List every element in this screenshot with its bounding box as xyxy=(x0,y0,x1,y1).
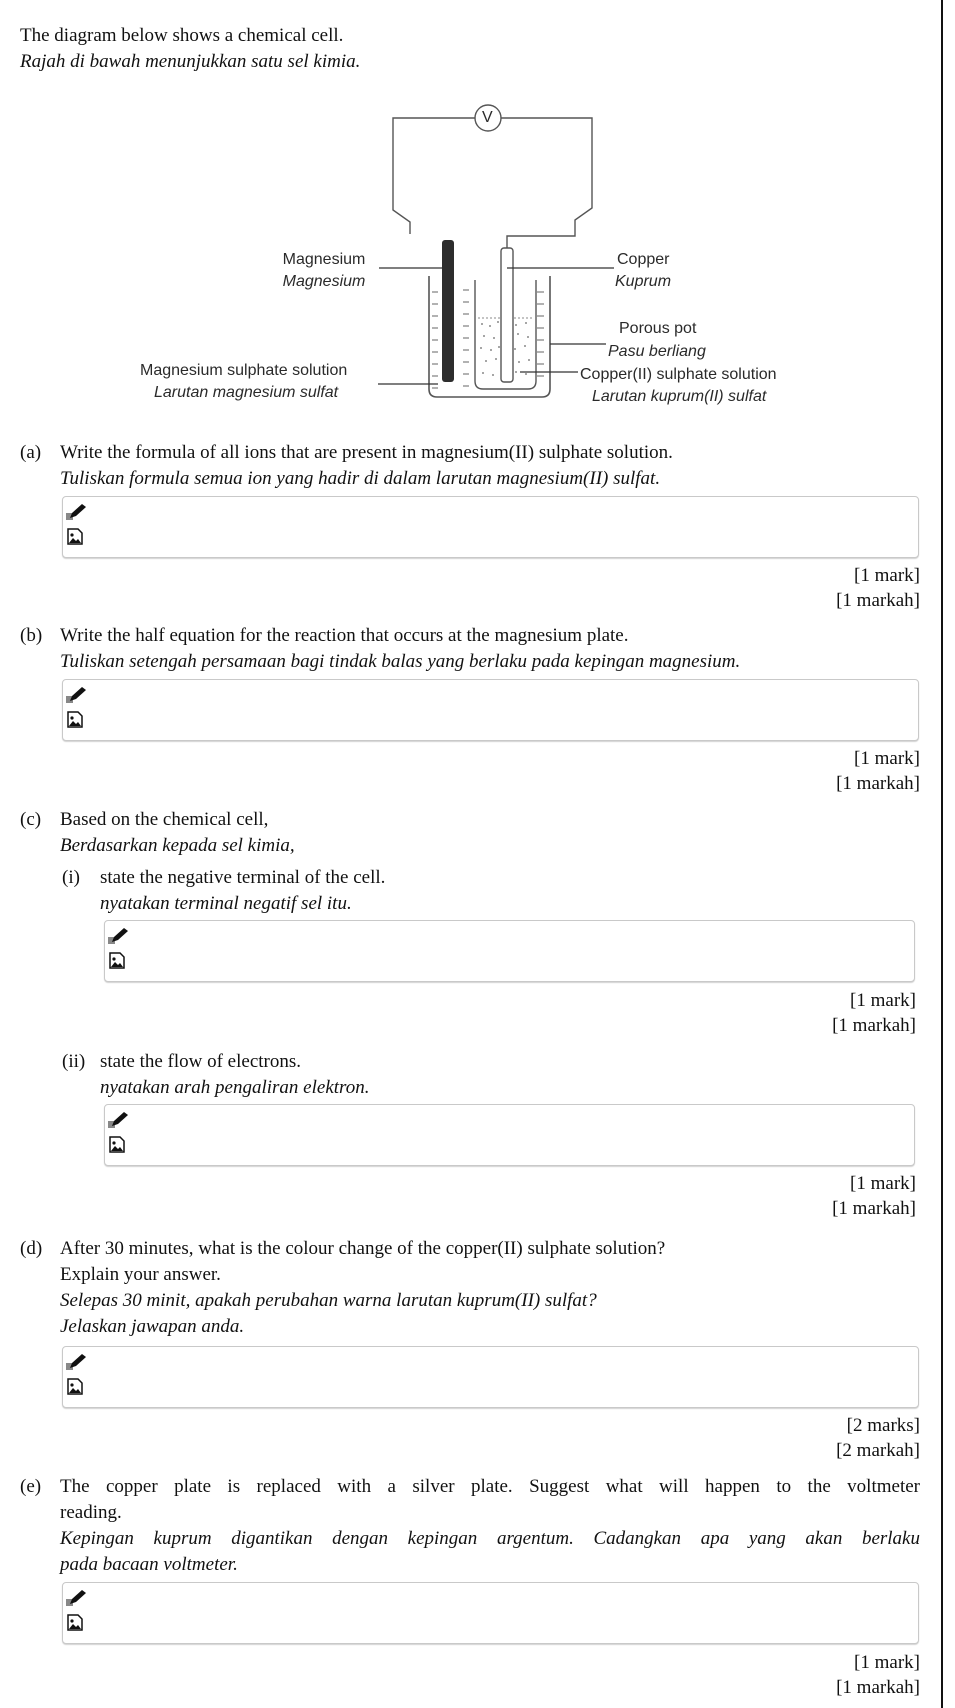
image-upload-icon[interactable] xyxy=(67,711,83,728)
image-upload-icon[interactable] xyxy=(109,952,125,969)
question-c-ii-text-en: state the flow of electrons. xyxy=(100,1051,302,1072)
image-upload-icon[interactable] xyxy=(109,1136,125,1153)
porous-pot-label-ms: Pasu berliang xyxy=(608,343,706,360)
question-c-i-marks-ms: [1 markah] xyxy=(832,1015,916,1036)
question-c-i-text-en: state the negative terminal of the cell. xyxy=(100,867,386,888)
question-e-text-en-1: The copper plate is replaced with a silver plate. Suggest what will happen to the voltmeter xyxy=(60,1476,920,1497)
pencil-icon[interactable] xyxy=(108,1111,130,1129)
pencil-icon[interactable] xyxy=(66,503,88,521)
magnesium-solution-label-en: Magnesium sulphate solution xyxy=(140,362,348,379)
question-c-i-label: (i) xyxy=(62,867,80,888)
question-b-text-ms: Tuliskan setengah persamaan bagi tindak balas yang berlaku pada kepingan magnesium. xyxy=(60,651,741,672)
question-c-text-en: Based on the chemical cell, xyxy=(60,809,269,830)
intro-text-en: The diagram below shows a chemical cell. xyxy=(20,25,344,46)
answer-box-d[interactable] xyxy=(62,1346,919,1408)
magnesium-electrode xyxy=(442,240,454,382)
question-b-label: (b) xyxy=(20,625,43,646)
porous-pot-label-en: Porous pot xyxy=(619,320,697,337)
answer-box-c-ii[interactable] xyxy=(104,1104,915,1166)
question-a-text-en: Write the formula of all ions that are present in magnesium(II) sulphate solution. xyxy=(60,442,673,463)
answer-box-e[interactable] xyxy=(62,1582,919,1644)
question-d-text-en-1: After 30 minutes, what is the colour change of the copper(II) sulphate solution? xyxy=(60,1238,666,1259)
question-a-marks-ms: [1 markah] xyxy=(836,590,920,611)
wire-left xyxy=(393,118,475,234)
question-d-text-ms-1: Selepas 30 minit, apakah perubahan warna larutan kuprum(II) sulfat? xyxy=(60,1290,597,1311)
question-c-i-marks-en: [1 mark] xyxy=(850,990,916,1011)
question-c-label: (c) xyxy=(20,809,42,830)
question-d-marks-ms: [2 markah] xyxy=(836,1440,920,1461)
question-c-ii-text-ms: nyatakan arah pengaliran elektron. xyxy=(100,1077,370,1098)
question-a-text-ms: Tuliskan formula semua ion yang hadir di dalam larutan magnesium(II) sulfat. xyxy=(60,468,661,489)
answer-box-a[interactable] xyxy=(62,496,919,558)
question-d-marks-en: [2 marks] xyxy=(846,1415,920,1436)
question-b-marks-ms: [1 markah] xyxy=(836,773,920,794)
image-upload-icon[interactable] xyxy=(67,1378,83,1395)
question-b-marks-en: [1 mark] xyxy=(854,748,920,769)
question-b-text-en: Write the half equation for the reaction that occurs at the magnesium plate. xyxy=(60,625,629,646)
copper-solution-label-en: Copper(II) sulphate solution xyxy=(580,366,777,383)
pencil-icon[interactable] xyxy=(108,927,130,945)
question-d-text-ms-2: Jelaskan jawapan anda. xyxy=(60,1316,245,1337)
magnesium-label-ms: Magnesium xyxy=(282,273,366,290)
magnesium-label-en: Magnesium xyxy=(282,251,366,268)
question-e-label: (e) xyxy=(20,1476,42,1497)
question-d-label: (d) xyxy=(20,1238,43,1259)
question-c-text-ms: Berdasarkan kepada sel kimia, xyxy=(60,835,295,856)
copper-solution-label-ms: Larutan kuprum(II) sulfat xyxy=(592,388,767,405)
voltmeter-label: V xyxy=(482,109,493,126)
intro-text-ms: Rajah di bawah menunjukkan satu sel kimia. xyxy=(20,51,361,72)
question-e-marks-ms: [1 markah] xyxy=(836,1677,920,1698)
question-a-label: (a) xyxy=(20,442,42,463)
copper-label-en: Copper xyxy=(617,251,670,268)
question-a-marks-en: [1 mark] xyxy=(854,565,920,586)
cell-drawing xyxy=(0,0,955,420)
question-d-text-en-2: Explain your answer. xyxy=(60,1264,221,1285)
pencil-icon[interactable] xyxy=(66,1353,88,1371)
answer-box-b[interactable] xyxy=(62,679,919,741)
question-c-ii-marks-ms: [1 markah] xyxy=(832,1198,916,1219)
question-c-ii-label: (ii) xyxy=(62,1051,86,1072)
question-c-ii-marks-en: [1 mark] xyxy=(850,1173,916,1194)
answer-box-c-i[interactable] xyxy=(104,920,915,982)
question-e-text-ms-1: Kepingan kuprum digantikan dengan kepingan argentum. Cadangkan apa yang akan berlaku xyxy=(60,1528,920,1549)
question-e-marks-en: [1 mark] xyxy=(854,1652,920,1673)
question-e-text-en-2: reading. xyxy=(60,1502,122,1523)
wire-right xyxy=(501,118,592,250)
question-e-text-ms-2: pada bacaan voltmeter. xyxy=(60,1554,238,1575)
question-c-i-text-ms: nyatakan terminal negatif sel itu. xyxy=(100,893,352,914)
copper-label-ms: Kuprum xyxy=(615,273,672,290)
pencil-icon[interactable] xyxy=(66,686,88,704)
pencil-icon[interactable] xyxy=(66,1589,88,1607)
image-upload-icon[interactable] xyxy=(67,528,83,545)
magnesium-solution-label-ms: Larutan magnesium sulfat xyxy=(154,384,339,401)
image-upload-icon[interactable] xyxy=(67,1614,83,1631)
